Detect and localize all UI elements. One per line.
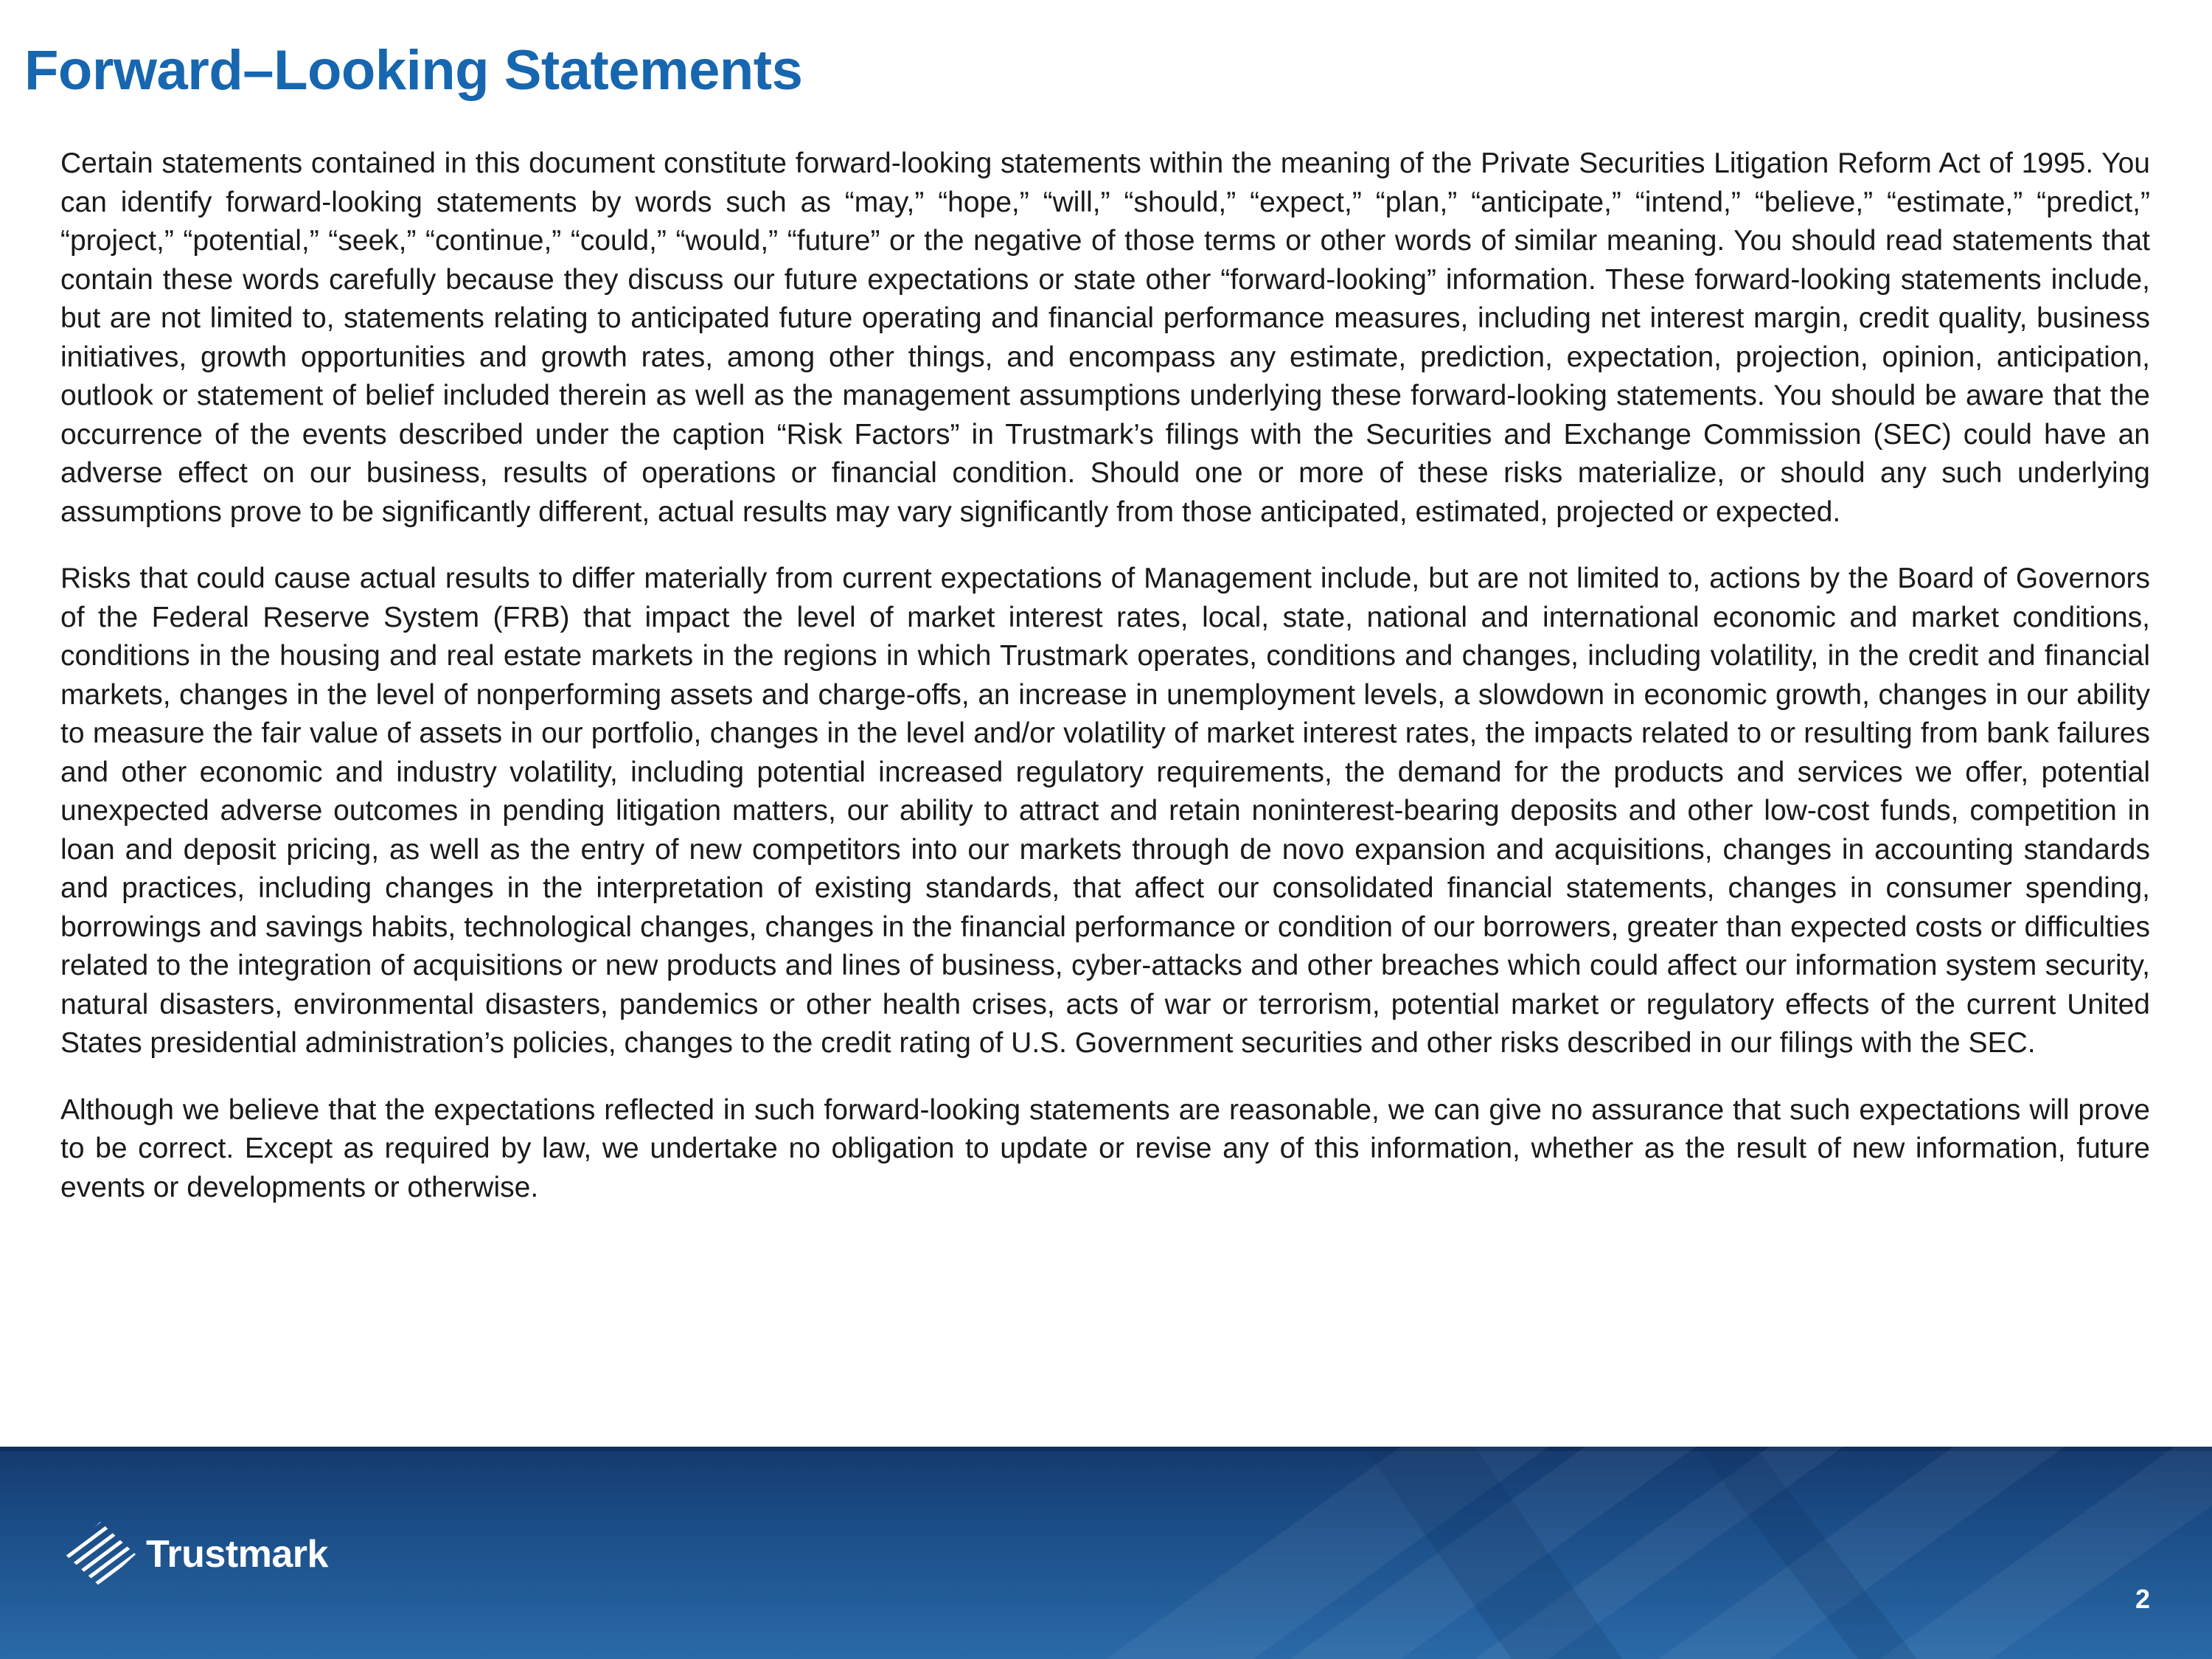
trustmark-stripe-mark-icon (62, 1519, 139, 1590)
slide-title: Forward–Looking Statements (24, 39, 803, 102)
logo-wordmark: Trustmark (146, 1533, 328, 1576)
slide-body (60, 145, 2150, 1235)
trustmark-logo (62, 1519, 328, 1590)
footer-decoration (0, 1447, 2212, 1659)
paragraph-assurance: Although we believe that the expectations reflected in such forward-looking statements are reasonable, we can give no assurance that such expectations will prove to be correct. Except as required by law, we undertake no obligation to update or revise any of this information, whether as the result of new information, future events or developments or otherwise. (60, 1093, 2150, 1203)
page-number: 2 (2135, 1584, 2150, 1614)
footer-band (0, 1447, 2212, 1659)
paragraph-risks: Risks that could cause actual results to differ materially from current expectations of Management include, but are not limited to, actions by the Board of Governors of the Federal Reserve System (FRB) that impact the level of market interest rates, local, state, national and international economic and market conditions, conditions in the housing and real estate markets in the regions in which Trustmark operates, conditions and changes, including volatility, in the credit and financial markets, changes in the level of nonperforming assets and charge-offs, an increase in unemployment levels, a slowdown in economic growth, changes in our ability to measure the fair value of assets in our portfolio, changes in the level and/or volatility of market interest rates, the impacts related to or resulting from bank failures and other economic and industry volatility, including potential increased regulatory requirements, the demand for the products and services we offer, potential unexpected adverse outcomes in pending litigation matters, our ability to attract and retain noninterest-bearing deposits and other low-cost funds, competition in loan and deposit pricing, as well as the entry of new competitors into our markets through de novo expansion and acquisitions, changes in accounting standards and practices, including changes in the interpretation of existing standards, that affect our consolidated financial statements, changes in consumer spending, borrowings and savings habits, technological changes, changes in the financial performance or condition of our borrowers, greater than expected costs or difficulties related to the integration of acquisitions or new products and lines of business, cyber-attacks and other breaches which could affect our information system security, natural disasters, environmental disasters, pandemics or other health crises, acts of war or terrorism, potential market or regulatory effects of the current United States presidential administration’s policies, changes to the credit rating of U.S. Government securities and other risks described in our filings with the SEC. (60, 563, 2150, 1059)
paragraph-forward-looking: Certain statements contained in this document constitute forward-looking statements within the meaning of the Private Securities Litigation Reform Act of 1995. You can identify forward-looking statements by words such as “may,” “hope,” “will,” “should,” “expect,” “plan,” “anticipate,” “intend,” “believe,” “estimate,” “predict,” “project,” “potential,” “seek,” “continue,” “could,” “would,” “future” or the negative of those terms or other words of similar meaning. You should read statements that contain these words carefully because they discuss our future expectations or state other “forward-looking” information. These forward-looking statements include, but are not limited to, statements relating to anticipated future operating and financial performance measures, including net interest margin, credit quality, business initiatives, growth opportunities and growth rates, among other things, and encompass any estimate, prediction, expectation, projection, opinion, anticipation, outlook or statement of belief included therein as well as the management assumptions underlying these forward-looking statements. You should be aware that the occurrence of the events described under the caption “Risk Factors” in Trustmark’s filings with the Securities and Exchange Commission (SEC) could have an adverse effect on our business, results of operations or financial condition. Should one or more of these risks materialize, or should any such underlying assumptions prove to be significantly different, actual results may vary significantly from those anticipated, estimated, projected or expected. (60, 147, 2150, 528)
